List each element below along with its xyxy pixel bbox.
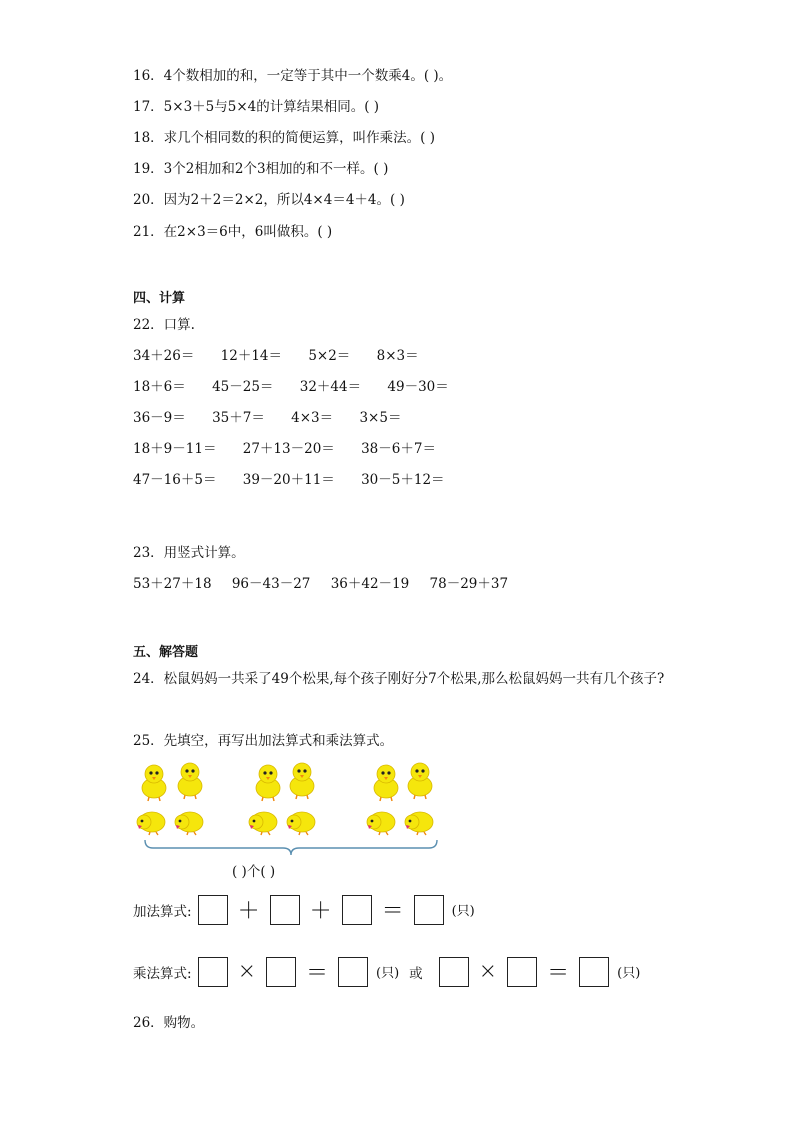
math-item: 8×3＝	[376, 348, 419, 364]
math-item: 49－30＝	[387, 379, 449, 395]
math-item: 35＋7＝	[212, 410, 265, 426]
groups-blank: ( )个( )	[232, 864, 276, 880]
chick-icon	[372, 764, 402, 804]
unit-label: (只)	[376, 966, 400, 981]
curly-brace	[143, 838, 439, 858]
plus-sign: ＋	[309, 899, 332, 924]
math-item: 34＋26＝	[133, 348, 195, 364]
plus-sign: ＋	[237, 899, 260, 924]
times-sign: ×	[478, 959, 498, 984]
math-item: 4×3＝	[291, 410, 334, 426]
calc-item: 53＋27＋18	[133, 576, 212, 592]
math-item: 27＋13－20＝	[242, 441, 335, 457]
answer-box[interactable]	[507, 957, 537, 987]
math-item: 30－5＋12＝	[361, 472, 445, 488]
question-20: 20．因为2＋2＝2×2，所以4×4＝4＋4。( )	[133, 192, 405, 208]
math-item: 38－6＋7＝	[361, 441, 436, 457]
question-18: 18．求几个相同数的积的简便运算，叫作乘法。( )	[133, 130, 436, 146]
chick-icon	[254, 764, 284, 804]
chick-icon	[140, 764, 170, 804]
question-17: 17．5×3＋5与5×4的计算结果相同。( )	[133, 99, 380, 115]
math-item: 18＋9－11＝	[133, 441, 217, 457]
chick-icon	[404, 804, 438, 836]
section-4-heading: 四、计算	[133, 291, 186, 306]
unit-label: (只)	[617, 966, 641, 981]
chick-icon	[248, 804, 282, 836]
calc-item: 96－43－27	[231, 576, 311, 592]
math-item: 45－25＝	[212, 379, 274, 395]
answer-box[interactable]	[266, 957, 296, 987]
math-item: 47－16＋5＝	[133, 472, 217, 488]
chick-icon	[288, 762, 318, 802]
calc-item: 78－29＋37	[429, 576, 509, 592]
vertical-calc-row	[133, 578, 524, 592]
answer-box[interactable]	[414, 895, 444, 925]
math-item: 39－20＋11＝	[242, 472, 335, 488]
question-22: 22．口算.	[133, 317, 195, 333]
chick-icon	[406, 762, 436, 802]
answer-box[interactable]	[270, 895, 300, 925]
chick-icon	[366, 804, 400, 836]
question-19: 19．3个2相加和2个3相加的和不一样。( )	[133, 161, 389, 177]
question-21: 21．在2×3＝6中，6叫做积。( )	[133, 224, 333, 240]
mental-math-row	[133, 350, 441, 364]
mental-math-row	[133, 474, 467, 488]
question-23: 23．用竖式计算。	[133, 545, 245, 561]
or-word: 或	[409, 965, 423, 982]
question-25: 25．先填空，再写出加法算式和乘法算式。	[133, 733, 394, 749]
multiplication-label: 乘法算式:	[133, 965, 192, 982]
answer-box[interactable]	[342, 895, 372, 925]
mental-math-row	[133, 412, 423, 426]
math-item: 18＋6＝	[133, 379, 186, 395]
question-24: 24．松鼠妈妈一共采了49个松果,每个孩子刚好分7个松果,那么松鼠妈妈一共有几个孩子?	[133, 671, 665, 687]
answer-box[interactable]	[579, 957, 609, 987]
unit-label: (只)	[451, 904, 475, 919]
addition-label: 加法算式:	[133, 903, 192, 920]
question-26: 26．购物。	[133, 1015, 205, 1031]
chick-icon	[176, 762, 206, 802]
times-sign: ×	[237, 959, 256, 984]
section-5-heading: 五、解答题	[133, 645, 199, 660]
equals-sign: ＝	[547, 961, 570, 986]
math-item: 32＋44＝	[299, 379, 362, 395]
math-item: 3×5＝	[359, 410, 402, 426]
mental-math-row	[133, 443, 458, 457]
answer-box[interactable]	[198, 957, 228, 987]
answer-box[interactable]	[338, 957, 368, 987]
addition-formula	[133, 894, 475, 925]
answer-box[interactable]	[439, 957, 469, 987]
chick-icon	[174, 804, 208, 836]
math-item: 36－9＝	[133, 410, 186, 426]
math-item: 12＋14＝	[220, 348, 283, 364]
mental-math-row	[133, 381, 471, 395]
chick-icon	[136, 804, 170, 836]
calc-item: 36＋42－19	[330, 576, 410, 592]
question-16: 16．4个数相加的和，一定等于其中一个数乘4。( )。	[133, 68, 453, 84]
math-item: 5×2＝	[308, 348, 351, 364]
chick-icon	[286, 804, 320, 836]
equals-sign: ＝	[306, 961, 329, 986]
multiplication-formula	[133, 956, 640, 987]
equals-sign: ＝	[381, 899, 404, 924]
answer-box[interactable]	[198, 895, 228, 925]
